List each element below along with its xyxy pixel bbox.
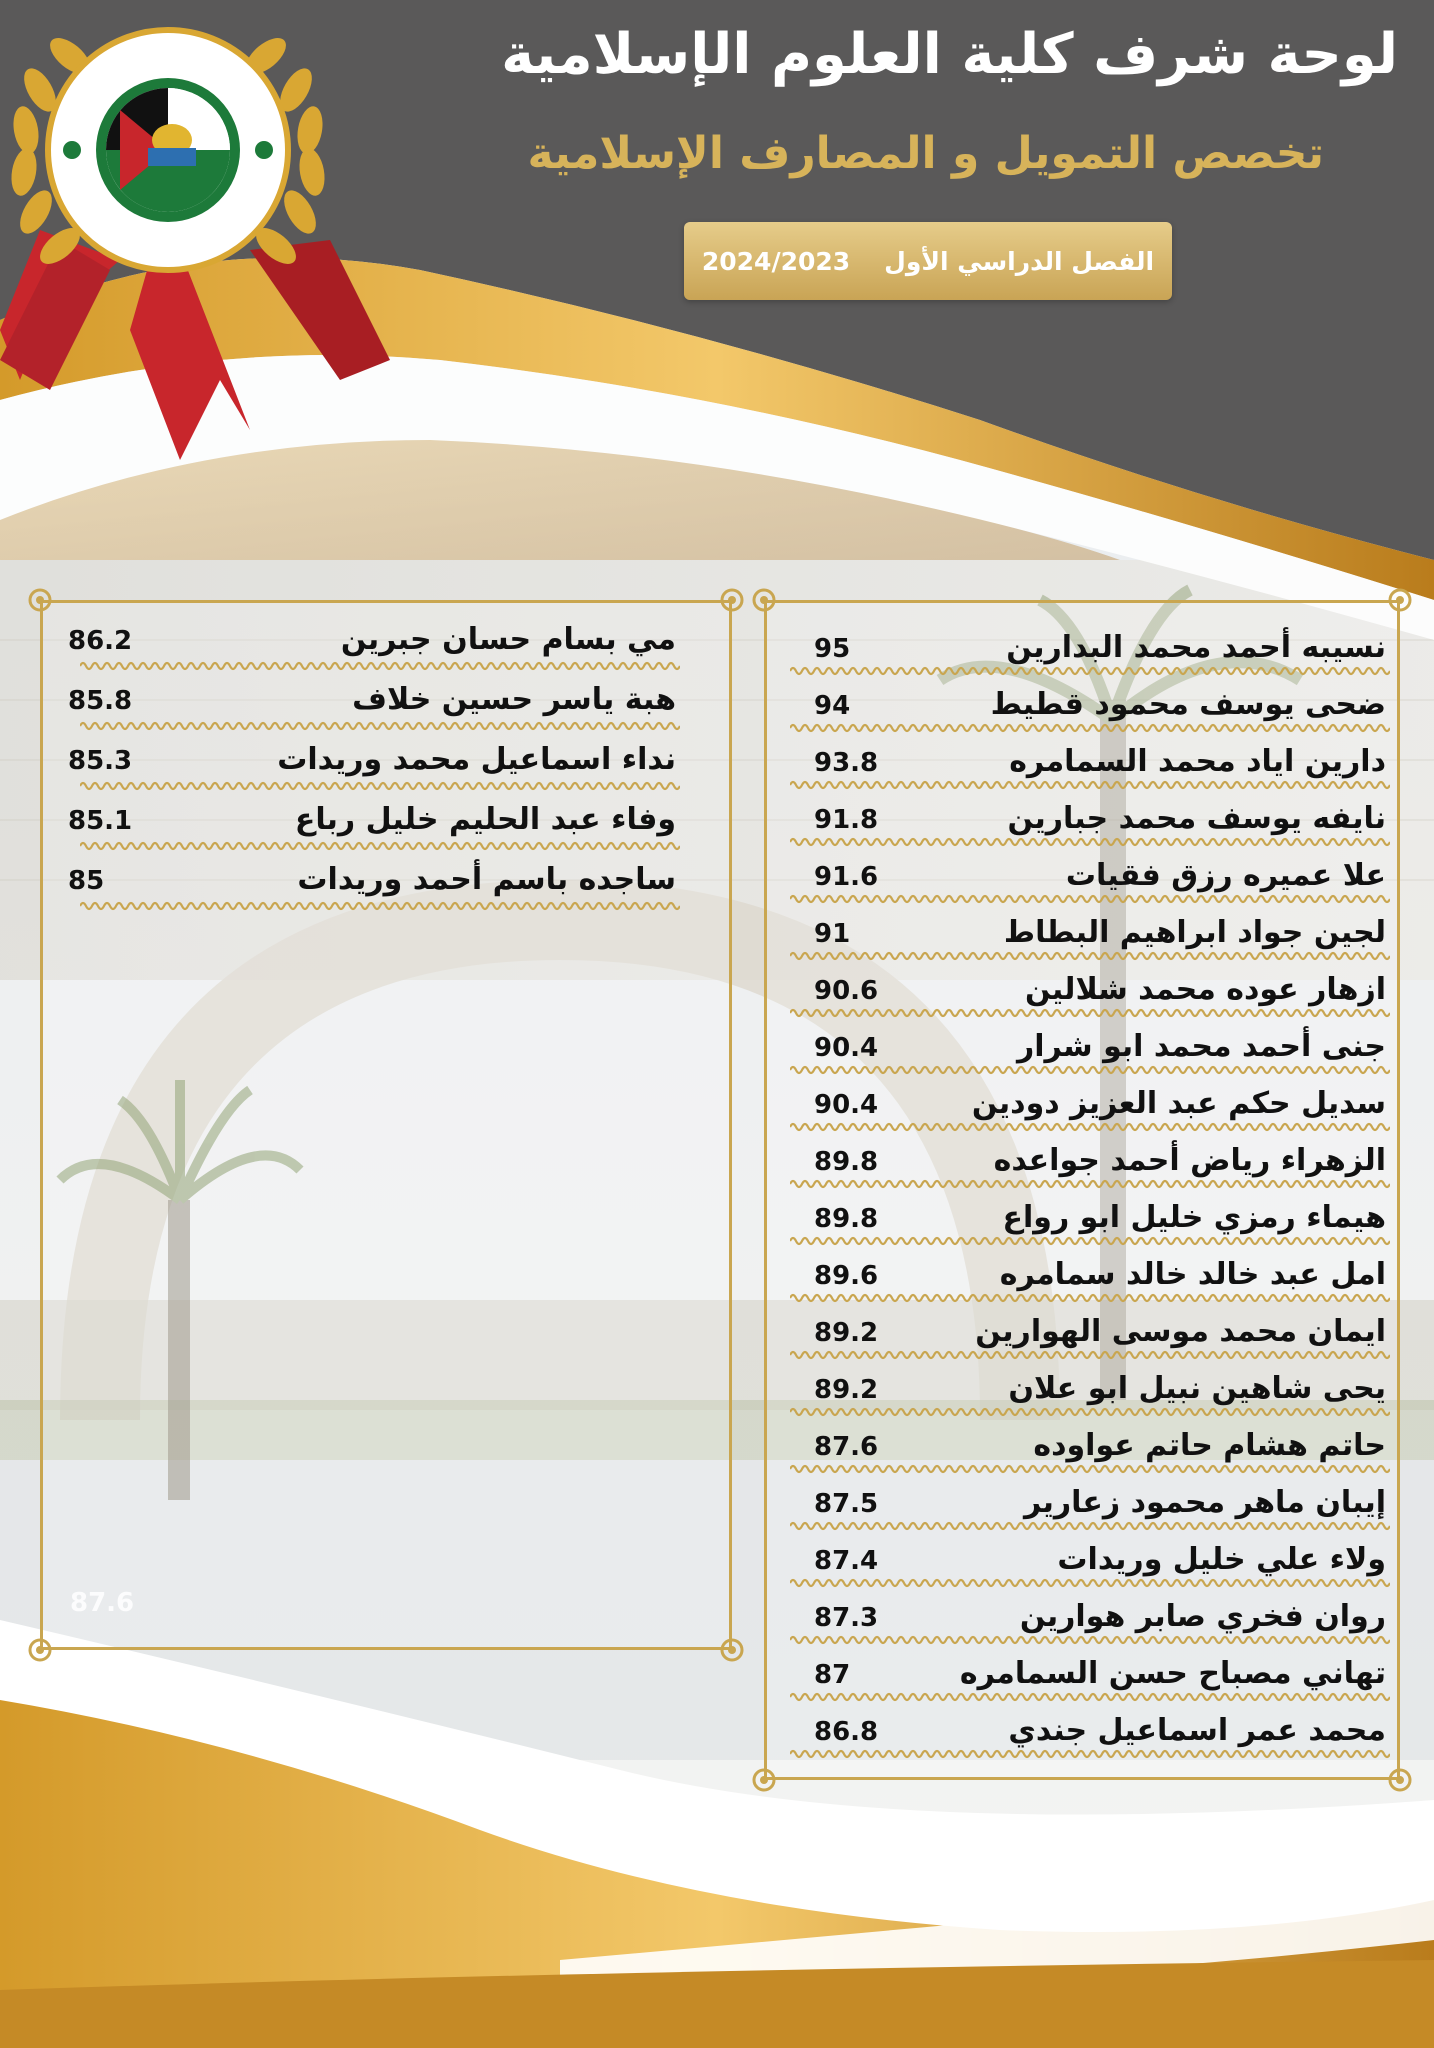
list-item (790, 905, 1390, 962)
student-name: هبة ياسر حسين خلاف (352, 682, 676, 717)
ornamental-divider (790, 950, 1390, 962)
ornamental-divider (790, 1406, 1390, 1418)
ornamental-divider (790, 779, 1390, 791)
student-name: ازهار عوده محمد شلالين (1024, 972, 1386, 1007)
list-item (60, 732, 680, 792)
student-score: 95 (814, 634, 851, 664)
list-item (60, 792, 680, 852)
student-name: دارين اياد محمد السمامره (1009, 744, 1386, 779)
student-name: ساجده باسم أحمد وريدات (297, 862, 676, 897)
ornamental-divider (790, 1634, 1390, 1646)
student-score: 89.2 (814, 1318, 879, 1348)
student-name: إيبان ماهر محمود زعارير (1023, 1485, 1386, 1520)
list-item (790, 1646, 1390, 1703)
list-item (790, 734, 1390, 791)
student-name: ضحى يوسف محمود قطيط (990, 687, 1386, 722)
ornament-corner-icon (747, 583, 781, 617)
list-item (790, 620, 1390, 677)
ornamental-divider (80, 660, 680, 672)
ornamental-divider (790, 1577, 1390, 1589)
ornamental-divider (80, 900, 680, 912)
student-name: سديل حكم عبد العزيز دودين (971, 1086, 1386, 1121)
student-name: مي بسام حسان جبرين (340, 622, 676, 657)
ornamental-divider (790, 1748, 1390, 1760)
ornamental-divider (790, 1007, 1390, 1019)
student-score: 86.8 (814, 1717, 879, 1747)
list-item (60, 612, 680, 672)
ornament-corner-icon (23, 583, 57, 617)
student-score: 85.8 (68, 686, 133, 716)
student-score: 90.4 (814, 1033, 879, 1063)
ornament-corner-icon (715, 1633, 749, 1667)
honor-list-left (60, 612, 680, 912)
student-score: 89.6 (814, 1261, 879, 1291)
list-item (790, 962, 1390, 1019)
list-item (790, 1190, 1390, 1247)
student-name: روان فخري صابر هوارين (1019, 1599, 1386, 1634)
student-score: 89.2 (814, 1375, 879, 1405)
student-name: نايفه يوسف محمد جبارين (1007, 801, 1386, 836)
student-score: 89.8 (814, 1204, 879, 1234)
ornamental-divider (790, 836, 1390, 848)
ornamental-divider (790, 1235, 1390, 1247)
list-item (790, 1304, 1390, 1361)
student-name: محمد عمر اسماعيل جندي (1008, 1713, 1386, 1748)
student-name: نداء اسماعيل محمد وريدات (277, 742, 676, 777)
ornamental-divider (790, 1520, 1390, 1532)
list-item (790, 1532, 1390, 1589)
honor-list-right (790, 620, 1390, 1760)
student-name: نسيبه أحمد محمد البدارين (1006, 630, 1386, 665)
ornament-corner-icon (1383, 583, 1417, 617)
student-name: وفاء عبد الحليم خليل رباع (294, 802, 676, 837)
student-score: 87.5 (814, 1489, 879, 1519)
list-item (790, 1703, 1390, 1760)
list-item (790, 1247, 1390, 1304)
student-name: جنى أحمد محمد ابو شرار (1016, 1029, 1386, 1064)
ornamental-divider (80, 840, 680, 852)
ornamental-divider (790, 1349, 1390, 1361)
student-name: حاتم هشام حاتم عواوده (1033, 1428, 1386, 1463)
list-item (790, 1076, 1390, 1133)
ornamental-divider (790, 1463, 1390, 1475)
student-score: 89.8 (814, 1147, 879, 1177)
student-score: 94 (814, 691, 851, 721)
student-score: 85 (68, 866, 105, 896)
student-name: الزهراء رياض أحمد جواعده (993, 1143, 1386, 1178)
page-title: لوحة شرف كلية العلوم الإسلامية (501, 22, 1398, 87)
student-name: هيماء رمزي خليل ابو رواع (1002, 1200, 1386, 1235)
student-score: 91.6 (814, 862, 879, 892)
ornamental-divider (790, 1064, 1390, 1076)
list-item (790, 1361, 1390, 1418)
student-score: 87 (814, 1660, 851, 1690)
student-name: لجين جواد ابراهيم البطاط (1003, 915, 1386, 950)
student-name: ايمان محمد موسى الهوارين (975, 1314, 1386, 1349)
ornament-corner-icon (715, 583, 749, 617)
student-score: 93.8 (814, 748, 879, 778)
ornamental-divider (80, 780, 680, 792)
student-name: تهاني مصباح حسن السمامره (959, 1656, 1386, 1691)
ornamental-divider (790, 1292, 1390, 1304)
semester-year: 2024/2023 (701, 246, 851, 276)
student-name: علا عميره رزق فقيات (1065, 858, 1386, 893)
list-item (790, 791, 1390, 848)
student-name: امل عبد خالد خالد سمامره (999, 1257, 1386, 1292)
ornament-corner-icon (747, 1763, 781, 1797)
student-score: 87.3 (814, 1603, 879, 1633)
list-item (60, 672, 680, 732)
ornamental-divider (790, 665, 1390, 677)
list-item (790, 677, 1390, 734)
student-score: 90.4 (814, 1090, 879, 1120)
student-score: 90.6 (814, 976, 879, 1006)
list-item (790, 1133, 1390, 1190)
student-name: ولاء علي خليل وريدات (1057, 1542, 1386, 1577)
semester-label: الفصل الدراسي الأول (884, 246, 1155, 276)
student-score: 91.8 (814, 805, 879, 835)
semester-badge (684, 222, 1172, 300)
ornamental-divider (790, 722, 1390, 734)
list-item (790, 1589, 1390, 1646)
ornamental-divider (790, 1691, 1390, 1703)
ornamental-divider (80, 720, 680, 732)
student-name: يحى شاهين نبيل ابو علان (1008, 1371, 1386, 1406)
faded-score: 87.6 (70, 1588, 135, 1618)
student-score: 85.3 (68, 746, 133, 776)
list-item (60, 852, 680, 912)
page-subtitle: تخصص التمويل و المصارف الإسلامية (527, 128, 1324, 179)
ornamental-divider (790, 1121, 1390, 1133)
student-score: 87.6 (814, 1432, 879, 1462)
ornament-corner-icon (1383, 1763, 1417, 1797)
list-item (790, 1418, 1390, 1475)
ornament-corner-icon (23, 1633, 57, 1667)
list-item (790, 1475, 1390, 1532)
ornamental-divider (790, 893, 1390, 905)
student-score: 91 (814, 919, 851, 949)
ornamental-divider (790, 1178, 1390, 1190)
college-emblem-logo (0, 0, 400, 470)
student-score: 87.4 (814, 1546, 879, 1576)
list-item (790, 1019, 1390, 1076)
list-item (790, 848, 1390, 905)
student-score: 85.1 (68, 806, 133, 836)
student-score: 86.2 (68, 626, 133, 656)
